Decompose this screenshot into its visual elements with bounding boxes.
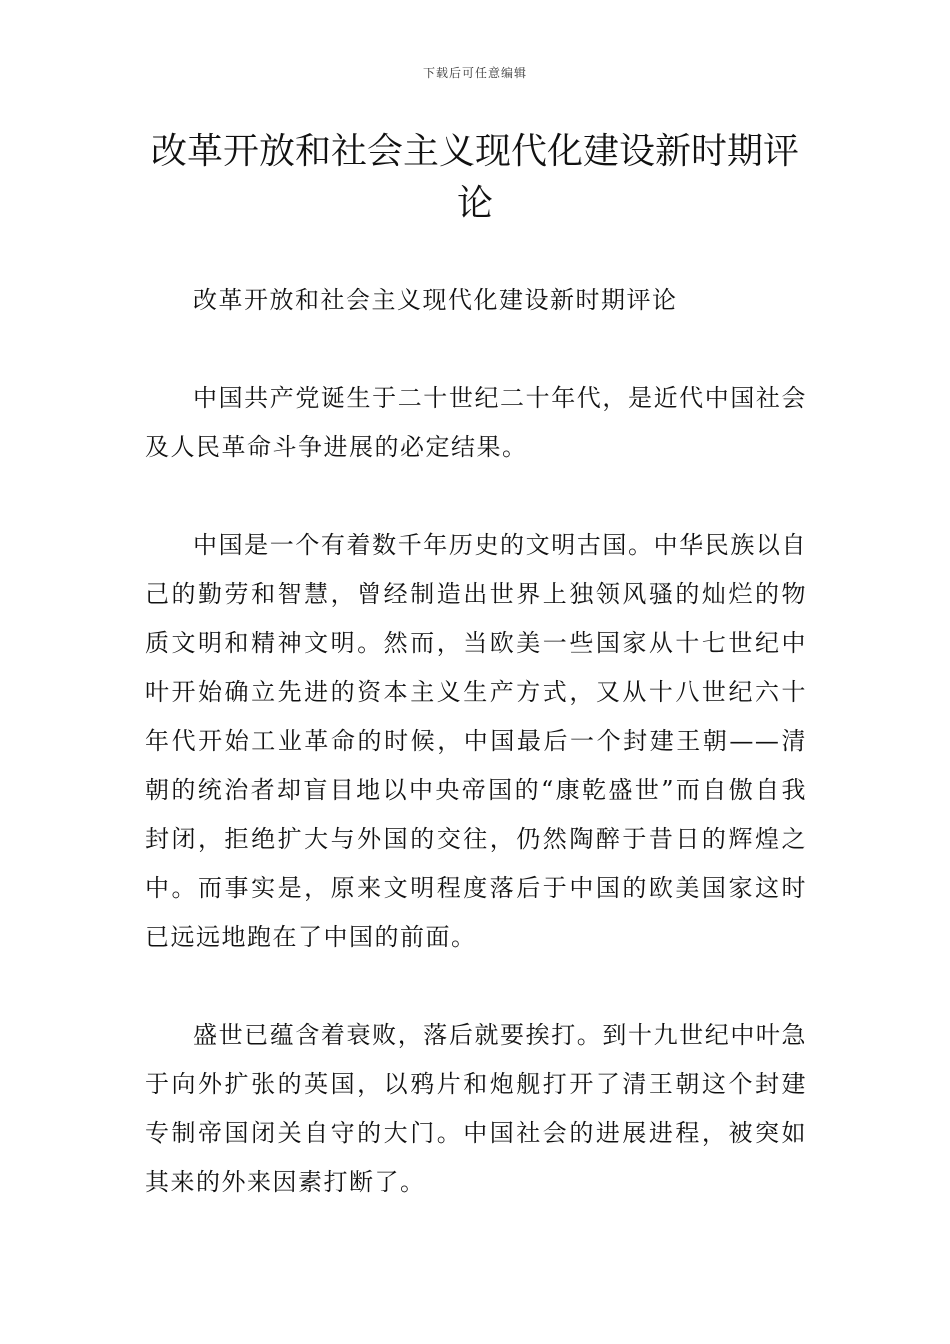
page-header-note: 下载后可任意编辑 bbox=[422, 66, 527, 80]
paragraph: 盛世已蕴含着衰败，落后就要挨打。到十九世纪中叶急于向外扩张的英国，以鸦片和炮舰打开了清王朝这个封建专制帝国闭关自守的大门。中国社会的进展进程，被突如其来的外来因素打断了。 bbox=[145, 1021, 807, 1196]
document-body bbox=[145, 276, 807, 1256]
document-title: 改革开放和社会主义现代化建设新时期评论 bbox=[150, 131, 799, 224]
paragraph: 中国共产党诞生于二十世纪二十年代，是近代中国社会及人民革命斗争进展的必定结果。 bbox=[145, 384, 807, 461]
paragraph-subtitle: 改革开放和社会主义现代化建设新时期评论 bbox=[193, 286, 678, 314]
paragraph: 中国是一个有着数千年历史的文明古国。中华民族以自己的勤劳和智慧，曾经制造出世界上独领风骚的灿烂的物质文明和精神文明。然而，当欧美一些国家从十七世纪中叶开始确立先进的资本主义生产方式，又从十八世纪六十年代开始工业革命的时候，中国最后一个封建王朝——清朝的统治者却盲目地以中央帝国的“康乾盛世”而自傲自我封闭，拒绝扩大与外国的交往，仍然陶醉于昔日的辉煌之中。而事实是，原来文明程度落后于中国的欧美国家这时已远远地跑在了中国的前面。 bbox=[145, 531, 807, 951]
